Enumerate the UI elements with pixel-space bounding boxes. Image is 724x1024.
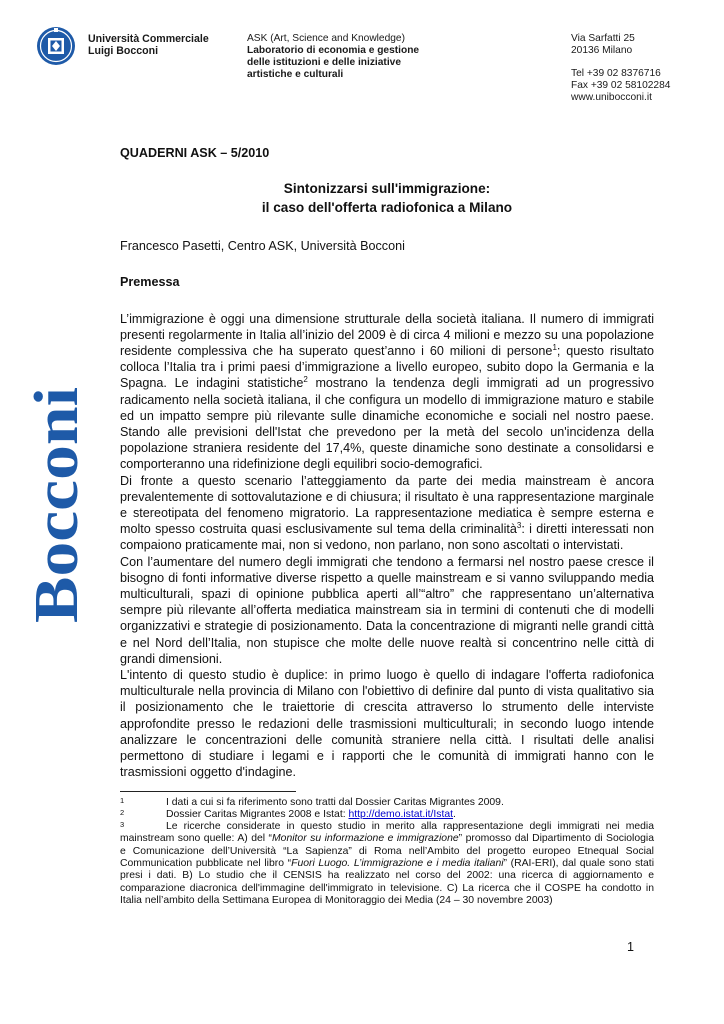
p1-part-b: ; questo risultato colloca l’Italia tra i primi paesi d’immigrazione a livello europeo, subito dopo la Germania e la Spagna. Le indagini statistiche xyxy=(120,344,655,391)
p1-part-a: L’immigrazione è oggi una dimensione strutturale della società italiana. Il numero di immigrati presenti regolarmente in Italia all’inizio del 2009 è di circa 4 milioni e mezzo su una popolazione residente complessiva che ha superato quest’anno i 60 milioni di persone xyxy=(120,311,654,359)
website: www.unibocconi.it xyxy=(571,92,652,103)
university-name xyxy=(88,33,209,57)
section-heading: Premessa xyxy=(120,275,180,290)
paragraph-2 xyxy=(120,473,654,554)
paragraph-1 xyxy=(120,311,654,473)
paragraph-4: L'intento di questo studio è duplice: in primo luogo è quello di indagare l'offerta radiofonica multiculturale nella provincia di Milano con l'obiettivo di definire dal punto di vista qualitativo sia il posizionamento che le traiettorie di crescita attraverso lo strumento delle interviste approfondite presso le redazioni delle trasmissioni multiculturali; in secondo luogo intende analizzare le concentrazioni delle comunità straniere nella città. I risultati delle analisi permettono di studiare i legami e i rapporti che le comunità di immigrati hanno con le trasmissioni oggetto d'indagine. xyxy=(120,668,654,780)
university-name-line1: Università Commerciale xyxy=(88,33,209,45)
footnote-1-number: 1 xyxy=(120,795,125,805)
page-number: 1 xyxy=(627,940,635,954)
address-line1: Via Sarfatti 25 xyxy=(571,33,635,44)
footnotes xyxy=(120,797,654,908)
istat-link[interactable]: http://demo.istat.it/Istat xyxy=(348,808,454,820)
paragraph-3: Con l’aumentare del numero degli immigrati che tendono a fermarsi nel nostro paese cresce il bisogno di fonti informative diverse rispetto a quelle mainstream e si vanno sviluppando media multiculturali, spazi di opinione pubblica aperti all’“altro” che rappresentano un’alternativa sempre più rilevante all’offerta mediatica mainstream sia in termini di contenuti che di modelli organizzativi e strategie di posizionamento. Data la concentrazione di migranti nelle grandi città e nel Nord dell’Italia, non stupisce che molte delle nuove realtà si concentrino nelle città di grandi dimensioni. xyxy=(120,554,654,666)
footnote-ref-3[interactable]: 3 xyxy=(516,521,522,531)
address-line2: 20136 Milano xyxy=(571,45,633,56)
document-body xyxy=(120,145,654,907)
telephone: Tel +39 02 8376716 xyxy=(571,68,661,79)
document-title xyxy=(120,179,654,217)
footnote-2-number: 2 xyxy=(120,807,125,817)
ask-line1: ASK (Art, Science and Knowledge) xyxy=(247,33,405,44)
p1-part-c: mostrano la tendenza degli immigrati ad un progressivo radicamento nella società italiana, il che configura un modello di immigrazione maturo e stabile ed un impatto sempre più rilevante sulle dinamiche economiche e sociali nel nostro paese. Stando alle previsioni dell'Istat che prevedono per la metà del secolo un'incidenza della popolazione straniera residente del 17,4%, queste dinamiche sono destinate a consolidarsi e comporteranno una ridefinizione degli equilibri socio-demografici. xyxy=(120,376,654,472)
ask-line4: artistiche e culturali xyxy=(247,69,344,80)
ask-line3: delle istituzioni e delle iniziative xyxy=(247,57,401,68)
footnote-ref-2[interactable]: 2 xyxy=(303,375,308,385)
footnote-1 xyxy=(120,797,654,809)
footnote-3-italic-2: Fuori Luogo. L’immigrazione e i media italiani xyxy=(291,857,504,869)
p2-part-a: Di fronte a questo scenario l’atteggiamento da parte dei media mainstream è ancora prevalentemente di sottovalutazione e di chiusura; il risultato è una rappresentazione marginale e stereotipata del fenomeno migratorio. La rappresentazione mediatica è sempre esterna e molto spesso costruita quasi esclusivamente sul tema della criminalità xyxy=(120,473,654,537)
footnote-3-number: 3 xyxy=(120,820,125,830)
footnote-3-italic-1: Monitor su informazione e immigrazione xyxy=(272,833,459,845)
university-seal-icon xyxy=(36,24,76,68)
fax: Fax +39 02 58102284 xyxy=(571,80,671,91)
footnote-2-text: Dossier Caritas Migrantes 2008 e Istat: xyxy=(166,808,349,820)
footnote-ref-1[interactable]: 1 xyxy=(552,342,557,352)
bocconi-wordmark-text: Bocconi xyxy=(23,412,91,623)
series-label: QUADERNI ASK – 5/2010 xyxy=(120,146,270,160)
body-text xyxy=(120,311,654,781)
footnote-3-part-c: ” (RAI-ERI), dal quale sono stati presi i dati. B) Lo studio che il CENSIS ha realizzato nel corso del 2002: una ricerca di aggiornamento e comparazione diacronica dell'immagine dell'immigrato in televisione. C) La ricerca che il COSPE ha condotto in Italia nell’ambito della Settimana Europea di Monitoraggio dei Media (24 – 30 novembre 2003) xyxy=(120,857,654,906)
title-line2: il caso dell'offerta radiofonica a Milano xyxy=(261,200,513,216)
author-line: Francesco Pasetti, Centro ASK, Università Bocconi xyxy=(120,239,405,254)
footnote-3-part-b: ” promosso dal Dipartimento di Sociologia e Comunicazione dell’Università “La Sapienza” di Roma nell’Ambito del progetto europeo Etnequal Social Communication pubblicate nel libro “ xyxy=(120,833,654,869)
footnote-1-text: I dati a cui si fa riferimento sono tratti dal Dossier Caritas Migrantes 2009. xyxy=(166,796,504,808)
university-name-line2: Luigi Bocconi xyxy=(88,45,159,57)
ask-lab-name xyxy=(247,33,419,81)
p2-part-b: : i diretti interessati non compaiono praticamente mai, non si vedono, non parlano, non sono ascoltati o intervistati. xyxy=(120,522,654,553)
bocconi-vertical-wordmark xyxy=(0,384,117,624)
footnote-2-end: . xyxy=(453,808,456,820)
footnote-separator xyxy=(120,791,296,792)
letterhead xyxy=(0,0,724,115)
footnote-2 xyxy=(120,809,654,821)
footnote-3 xyxy=(120,821,654,907)
footnote-3-part-a: Le ricerche considerate in questo studio in merito alla rappresentazione degli immigrati nei media mainstream sono quelle: A) del “ xyxy=(120,821,654,845)
contact-info xyxy=(571,33,670,104)
title-line1: Sintonizzarsi sull'immigrazione: xyxy=(283,181,491,197)
ask-line2: Laboratorio di economia e gestione xyxy=(247,45,420,56)
